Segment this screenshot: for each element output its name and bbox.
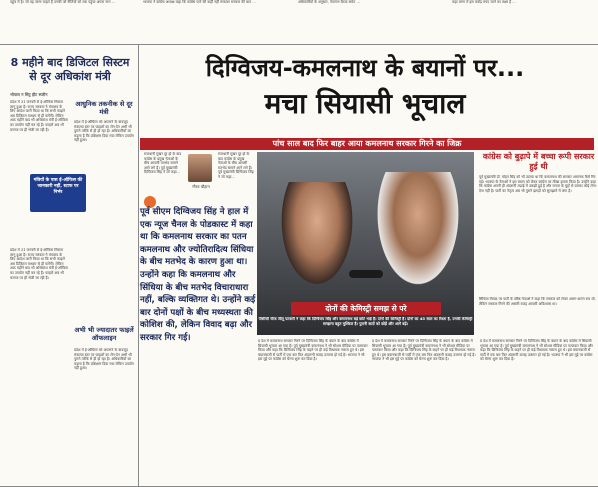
main-body-col-2: प्र देश में कमलनाथ सरकार गिरने पर दिग्विजय सिंह के बयान के बाद कांग्रेस में सियासी भूचाल आ गया है। पूर्व मुख्यमंत्री कमलनाथ ने भी सोशल मीडिया पर पलटवार किया और कहा कि दिग्विजय सिंह के कहने पर ही कई विधायक नाराज हुए थे। इस बयानबाजी से पार्टी में एक बार फिर अंदरूनी कलह उजागर हो गई है। भाजपा ने भी इस मुद्दे पर कांग्रेस को घेरना शुरू कर दिया है। — [372, 339, 476, 362]
photo-label: दोनों की केमिस्ट्री समझ से परे — [291, 302, 441, 315]
right-body: पूर्व मुख्यमंत्री डॉ. मोहन सिंह को भी उठाया था कि कमलनाथ की सरकार अचानक कैसे गिर गई। भाजपा के नेताओं ने इस बयान को लेकर कांग्रेस पर तीखा हमला किया है। उन्होंने कहा कि कांग्रेस अपनी ही अंदरूनी लड़ाई में उलझी हुई है और जनता के मुद्दों से उसका कोई लेना-देना नहीं है। पार्टी का नेतृत्व अब भी पुराने झगड़ों को सुलझाने में लगा है। — [479, 175, 597, 193]
person-right-silhouette — [373, 172, 463, 292]
right-column — [479, 152, 598, 347]
main-body-col-3: प्र देश में कमलनाथ सरकार गिरने पर दिग्विजय सिंह के बयान के बाद कांग्रेस में सियासी भूचाल आ गया है। पूर्व मुख्यमंत्री कमलनाथ ने भी सोशल मीडिया पर पलटवार किया और कहा कि दिग्विजय सिंह के कहने पर ही कई विधायक नाराज हुए थे। इस बयानबाजी से पार्टी में एक बार फिर अंदरूनी कलह उजागर हो गई है। भाजपा ने भी इस मुद्दे पर कांग्रेस को घेरना शुरू कर दिया है। — [480, 339, 593, 362]
kicker-bar: पांच साल बाद फिर बाहर आया कमलनाथ सरकार गिरने का जिक्र — [140, 138, 594, 150]
left-body-col2: प्रदेश में ई-ऑफिस को अपनाने के बावजूद मंत्रालय स्तर पर फाइलों का लेन-देन अभी भी पुराने तरीके से ही हो रहा है। अधिकारियों का कहना है कि प्रशिक्षण दिया गया लेकिन उपयोग नहीं हुआ। — [74, 120, 134, 143]
top-strip — [0, 0, 598, 44]
left-column — [0, 44, 138, 487]
left-box-text: मंत्रियों के पास ई-ऑफिस की जानकारी नहीं, स्टाफ पर निर्भर — [33, 178, 83, 195]
left-sub-headline-2: अभी भी ज्यादातर फाइलें ऑफलाइन — [74, 326, 134, 342]
author-body-right: राजधानी मुखर दूर हो के बाद कांग्रेस के प्रमुख नेताओं के बीच आपसी मतभेद सामने आने लगे हैं। पूर्व मुख्यमंत्री दिग्विजय सिंह ने जो कहा... — [218, 152, 254, 179]
top-strip-col-2: भाजपा ने कांग्रेस अध्यक्ष कहा कि कांग्रेस पाने की कहीं नहीं रूककर सरकार की बात ... — [143, 0, 256, 4]
left-col-divider — [138, 45, 139, 487]
left-sub-headline: आधुनिक तकनीक से दूर मंत्री — [75, 100, 133, 116]
microphone-icon — [349, 270, 383, 278]
right-headline: कांग्रेस को बुढ़ापे में बच्चा रूपी सरकार हुई थी — [482, 152, 595, 171]
author-caption: गौरव चौहान — [192, 184, 210, 189]
left-body-bottom-2: प्रदेश में ई-ऑफिस को अपनाने के बावजूद मंत्रालय स्तर पर फाइलों का लेन-देन अभी भी पुराने तरीके से ही हो रहा है। अधिकारियों का कहना है कि प्रशिक्षण दिया गया लेकिन उपयोग नहीं हुआ। — [74, 348, 134, 371]
photo-caption: पीसीसी चीफ जीतू पटवारी ने कहा कि दिग्विजय सिंह और कमलनाथ बड़े छोटे भाई हैं। दोनों की केमिस्ट्री है। दोनों का 45 साल का रिश्ता है, उनकी केमिस्ट्री समझना बहुत मुश्किल है। पुरानी बातों को छोड़ें और आगे बढ़ें। — [258, 317, 473, 326]
left-byline: भोपाल न सिट्र हीट स्प्लीन — [10, 92, 48, 97]
top-strip-col-3: अधिकारियों के अनुसार, नेतागण बैठक समेत ... — [298, 0, 360, 4]
author-body: राजधानी मुखर दूर हो के बाद कांग्रेस के प्रमुख नेताओं के बीच आपसी मतभेद सामने आने लगे हैं। पूर्व मुख्यमंत्री दिग्विजय सिंह ने जो कहा... — [144, 152, 182, 175]
top-strip-col-4: कहा चरण में इस करोड़ रुपए जाने का लक्ष्य है ... — [452, 0, 516, 4]
main-headline-line-2: मचा सियासी भूचाल — [264, 87, 466, 120]
right-body-2: सिंधिया विवाद पर पार्टी के वरिष्ठ नेताओं ने कहा कि सरकार को लेकर अलग-अलग राय थी, लेकिन सरकार गिरने की असली वजह आपसी अविश्वास था। — [479, 297, 596, 306]
left-headline: 8 महीने बाद डिजिटल सिस्टम से दूर अधिकांश मंत्री — [10, 56, 130, 83]
pull-quote: पूर्व सीएम दिग्विजय सिंह ने हाल में एक न्यूज चैनल के पोडकास्ट में कहा था कि कमलनाथ सरकार का पतन कमलनाथ और ज्योतिरादित्य सिंधिया के बीच मतभेद के कारण हुआ था। उन्होंने कहा कि कमलनाथ और सिंधिया के बीच मतभेद विचाराधारा नहीं, बल्कि व्यक्तिगत थे। उन्होंने कई बार दोनों पक्षों के बीच मध्यस्थता की कोशिश की, लेकिन विवाद बढ़ा और सरकार गिर गई। — [140, 207, 256, 343]
left-body: प्रदेश में 31 जनवरी से ई-ऑफिस सिस्टम लागू हुआ है। राज्य सरकार ने मंत्रालय के लिए आदेश जारी किया था कि सभी फाइलें अब डिजिटल माध्यम से ही चलेंगी। लेकिन आठ महीने बाद भी अधिकांश मंत्री ई-ऑफिस का उपयोग नहीं कर रहे हैं। फाइलें अब भी कागज पर ही भेजी जा रही हैं। — [10, 100, 68, 132]
main-headline-line-1: दिग्विजय-कमलनाथ के बयानों पर... — [205, 54, 525, 82]
main-headline — [140, 52, 590, 124]
person-left-silhouette — [277, 182, 357, 292]
author-avatar — [188, 154, 212, 182]
main-body-col-1: प्र देश में कमलनाथ सरकार गिरने पर दिग्विजय सिंह के बयान के बाद कांग्रेस में सियासी भूचाल आ गया है। पूर्व मुख्यमंत्री कमलनाथ ने भी सोशल मीडिया पर पलटवार किया और कहा कि दिग्विजय सिंह के कहने पर ही कई विधायक नाराज हुए थे। इस बयानबाजी से पार्टी में एक बार फिर अंदरूनी कलह उजागर हो गई है। भाजपा ने भी इस मुद्दे पर कांग्रेस को घेरना शुरू कर दिया है। — [258, 339, 368, 362]
top-strip-col-1: पहुंच में है। जो वह जाना चाहते हैं उनकी जो नीतियों को तक पहुंचा अपना नाम ... — [10, 0, 116, 4]
left-body-bottom: प्रदेश में 31 जनवरी से ई-ऑफिस सिस्टम लागू हुआ है। राज्य सरकार ने मंत्रालय के लिए आदेश जारी किया था कि सभी फाइलें अब डिजिटल माध्यम से ही चलेंगी। लेकिन आठ महीने बाद भी अधिकांश मंत्री ई-ऑफिस का उपयोग नहीं कर रहे हैं। फाइलें अब भी कागज पर ही भेजी जा रही हैं। — [10, 248, 68, 280]
politicians-photo — [257, 152, 474, 335]
